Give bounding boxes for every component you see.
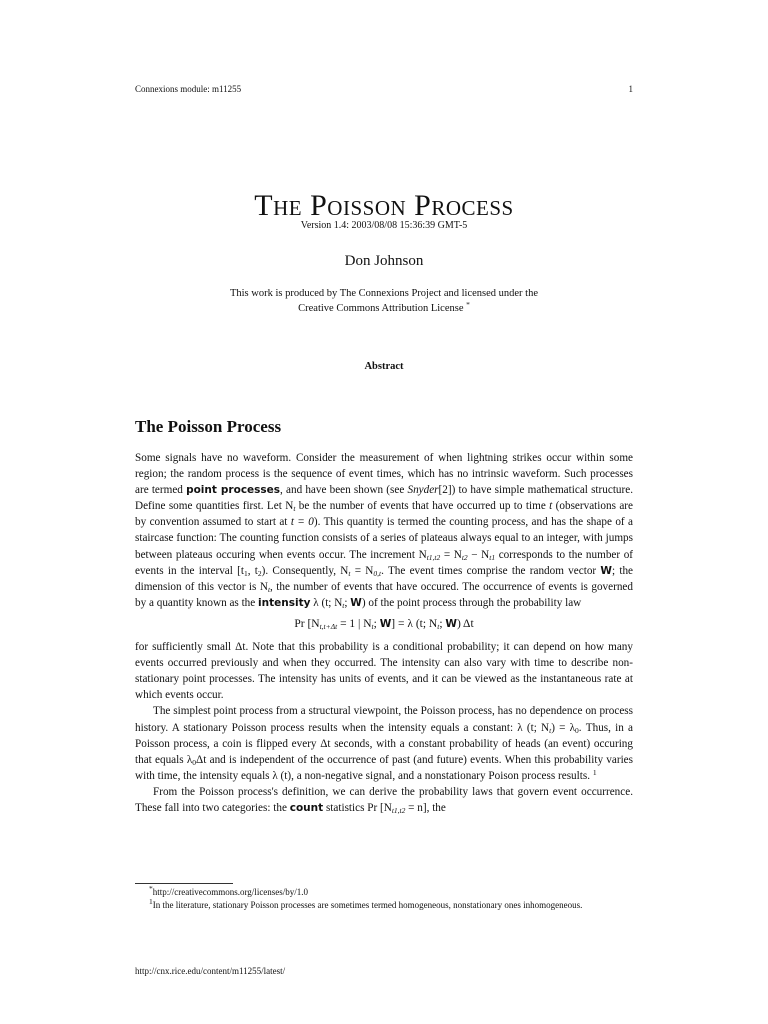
citation-link[interactable]: [2]: [438, 484, 452, 497]
footnotes: [135, 886, 633, 911]
footnote-1: $^1$In the literature, stationary Poisson processes are sometimes termed homogeneous, nonstationary ones inhomogeneous.: [149, 896, 583, 910]
term-point-processes: point processes: [186, 484, 281, 497]
running-header: [135, 84, 633, 94]
module-id: Connexions module: m11255: [135, 84, 242, 94]
author-name: Don Johnson: [344, 253, 424, 269]
abstract-heading: Abstract: [364, 361, 404, 372]
body-text: [135, 450, 633, 816]
paragraph-4: From the Poisson process's definition, we can derive the probability laws that govern event occurrence. These fall into two categories: the count statistics Pr $[N_{t1,t2} = n]$, the: [135, 785, 633, 815]
license-footnote-mark: *: [466, 300, 470, 309]
probability-equation: Pr [$N_{t,t+\Delta t} = 1$ | $N_t$; W] = λ (t; $N_t$; W) Δt: [294, 617, 474, 631]
paragraph-2: for sufficiently small Δt. Note that this probability is a conditional probability; it can depend on how many events occurred previously and when they occurred. The intensity can also vary with time to describe non-stationary point processes. The intensity has units of events, and it can be viewed as the instantaneous rate at which events occur.: [135, 641, 633, 702]
version-line: Version 1.4: 2003/08/08 15:36:39 GMT-5: [300, 220, 468, 231]
license-notice: [0, 286, 768, 316]
license-line-2: Creative Commons Attribution License *: [298, 300, 470, 314]
page-number: 1: [628, 84, 633, 94]
citation-author[interactable]: Snyder: [407, 484, 439, 497]
footer-url-link[interactable]: http://cnx.rice.edu/content/m11255/latest/: [135, 966, 286, 976]
document-title: The Poisson Process: [254, 189, 514, 222]
paragraph-1: Some signals have no waveform. Consider the measurement of when lightning strikes occur within some region; the random process is the sequence of event times, which has no intrinsic waveform. Such processes are termed point processes, and have been shown (see Snyder[2]) to have simple mathematical structure. Define some quantities first. Let $N_t$ be the number of events that have occurred up to time t (observations are by convention assumed to start at t = 0). This quantity is termed the counting process, and has the shape of a staircase function: The counting function consists of a series of plateaus always equal to an integer, with jumps between plateaus occuring when events occur. The increment $N_{t1,t2} = N_{t2} - N_{t1}$ corresponds to the number of events in the interval [$t_1$, $t_2$). Consequently, $N_t = N_{0,t}$. The event times comprise the random vector W; the dimension of this vector is $N_t$, the number of events that have occured. The occurrence of events is governed by a quantity known as the intensity λ (t; $N_t$; W) of the point process through the probability law: [135, 452, 634, 610]
footnote-star: *http://creativecommons.org/licenses/by/1.0: [149, 884, 309, 897]
license-line-1: This work is produced by The Connexions Project and licensed under the: [229, 288, 539, 299]
term-intensity: intensity: [258, 596, 311, 609]
footnote-ref-1[interactable]: 1: [592, 767, 597, 777]
paragraph-3: The simplest point process from a structural viewpoint, the Poisson process, has no dependence on process history. A stationary Poisson process results when the intensity equals a constant: λ (t; $N_t) = \lambda_0$. Thus, in a Poisson process, a coin is flipped every Δt seconds, with a constant probability of heads (an event) occuring that equals $\lambda_0\Delta t$ and is independent of the occurrence of past (and future) events. When this probability varies with time, the intensity equals λ (t), a non-negative signal, and a nonstationary Poison process results. $^1$: [135, 705, 634, 782]
footnote-license-link[interactable]: http://creativecommons.org/licenses/by/1.0: [152, 887, 309, 897]
section-heading: The Poisson Process: [135, 417, 282, 436]
term-count: count: [289, 801, 324, 814]
